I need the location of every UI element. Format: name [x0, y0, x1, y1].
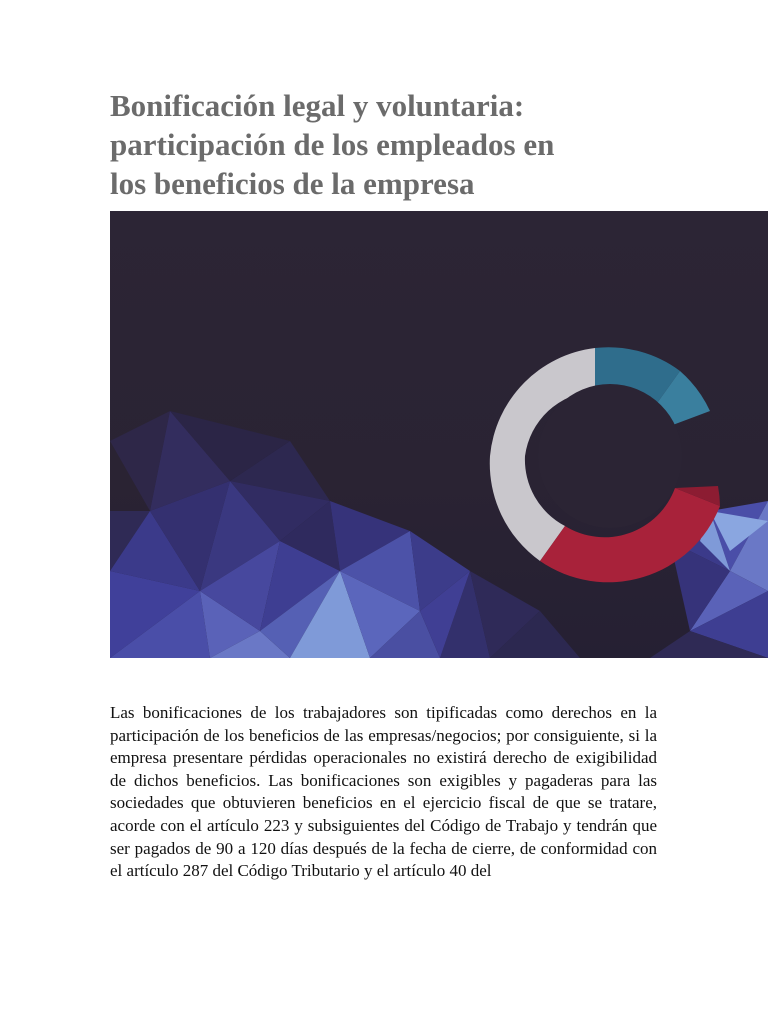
title-line-3: los beneficios de la empresa [110, 166, 475, 201]
title-line-1: Bonificación legal y voluntaria: [110, 88, 525, 123]
hero-image [110, 211, 768, 658]
title-line-2: participación de los empleados en [110, 127, 555, 162]
body-paragraph: Las bonificaciones de los trabajadores son tipificadas como derechos en la participación de los beneficios de las empresas/negocios; por consiguiente, si la empresa presentare pérdidas operacionales no existirá derecho de exigibilidad de dichos beneficios. Las bonificaciones son exigibles y pagaderas para las sociedades que obtuvieren beneficios en el ejercicio fiscal de que se tratare, acorde con el artículo 223 y subsiguientes del Código de Trabajo y tendrán que ser pagados de 90 a 120 días después de la fecha de cierre, de conformidad con el artículo 287 del Código Tributario y el artículo 40 del [110, 703, 657, 881]
document-title [110, 86, 670, 203]
hero-illustration [110, 211, 768, 658]
